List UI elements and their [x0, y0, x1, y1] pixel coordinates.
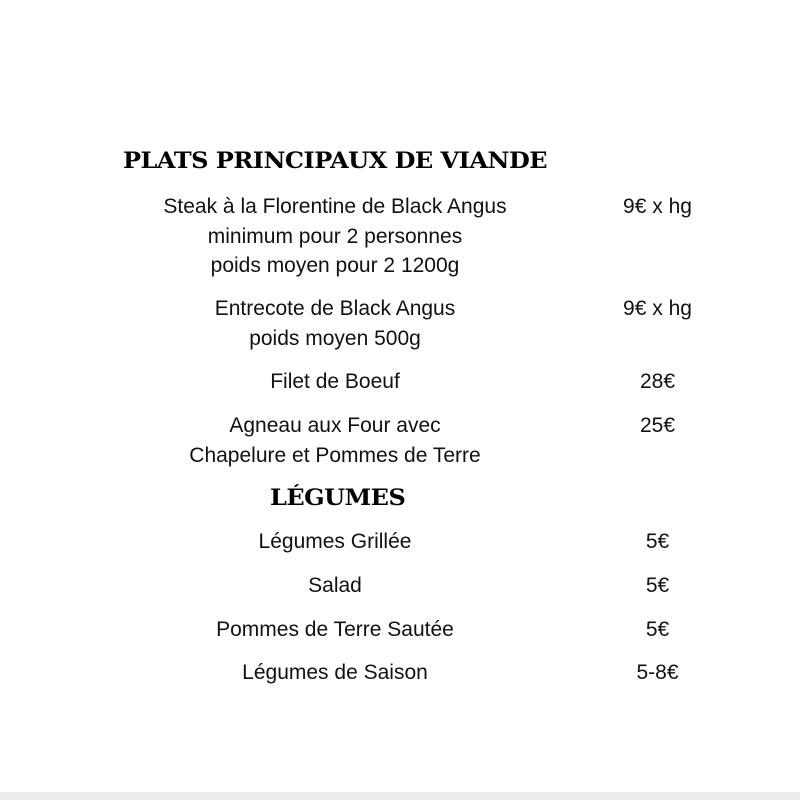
menu-item-price: 28€: [639, 370, 676, 393]
menu-item-description: [120, 658, 550, 688]
page-bottom-strip: [0, 792, 800, 800]
menu-item-description: [120, 294, 550, 353]
menu-item-description: [120, 615, 550, 645]
section-title-legumes: LÉGUMES: [270, 484, 406, 511]
menu-item-price: 5€: [645, 618, 670, 641]
menu-item-name: Filet de Boeuf: [270, 370, 400, 393]
menu-item-name: Salad: [308, 574, 362, 597]
menu-item-description: [120, 411, 550, 470]
section-title-viande: PLATS PRINCIPAUX DE VIANDE: [123, 147, 548, 174]
menu-item-detail: poids moyen pour 2 1200g: [210, 254, 460, 277]
menu-item-price: 25€: [639, 414, 676, 437]
menu-item-name: Entrecote de Black Angus: [214, 297, 456, 320]
menu-item-name: Agneau aux Four avec: [229, 414, 441, 437]
menu-item-price: 9€ x hg: [623, 195, 692, 218]
menu-item-name: Légumes de Saison: [242, 661, 428, 684]
menu-item-price: 9€ x hg: [623, 297, 692, 320]
menu-item-detail: minimum pour 2 personnes: [207, 224, 463, 248]
menu-item-detail: Chapelure et Pommes de Terre: [189, 443, 481, 467]
menu-item-description: [120, 571, 550, 601]
menu-item-price: 5€: [645, 574, 670, 597]
menu-item-description: [120, 192, 550, 281]
menu-item-description: [120, 527, 550, 557]
menu-item-name: Légumes Grillée: [258, 530, 412, 553]
menu-item-price: 5€: [645, 530, 670, 553]
menu-item-name: Pommes de Terre Sautée: [216, 618, 454, 641]
menu-item-detail: poids moyen 500g: [249, 326, 421, 350]
menu-item-description: [120, 367, 550, 397]
menu-item-price: 5-8€: [636, 661, 679, 684]
menu-item-name: Steak à la Florentine de Black Angus: [163, 195, 507, 218]
